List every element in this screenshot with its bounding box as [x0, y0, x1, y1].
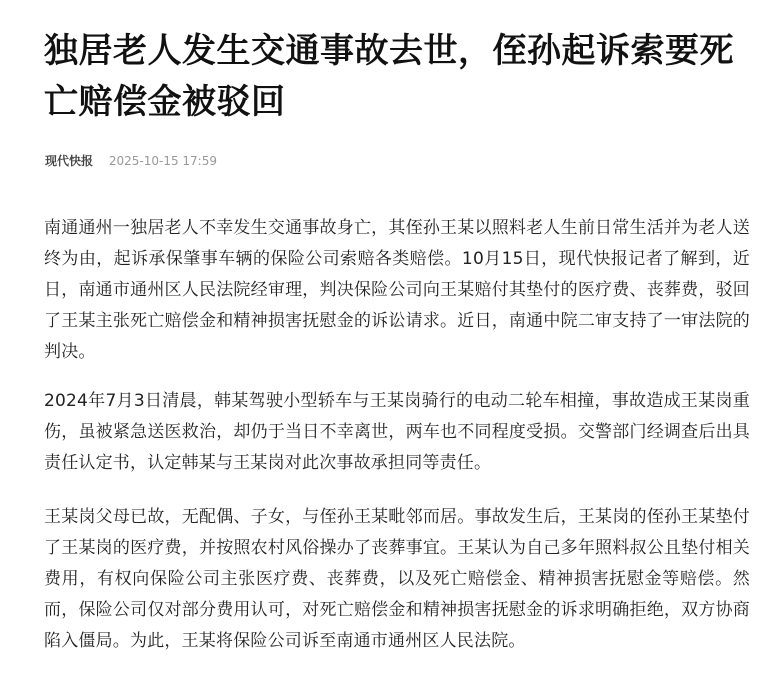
article-title: 独居老人发生交通事故去世，侄孙起诉索要死亡赔偿金被驳回: [44, 31, 734, 122]
article-paragraph-2: 2024年7月3日清晨，韩某驾驶小型轿车与王某岗骑行的电动二轮车相撞，事故造成王某岗重伤，虽被紧急送医救治，却仍于当日不幸离世，两车也不同程度受损。交警部门经调查后出具责任认定书，认定韩某与王某岗对此次事故承担同等责任。: [44, 391, 750, 473]
article-paragraph-1: 南通通州一独居老人不幸发生交通事故身亡，其侄孙王某以照料老人生前日常生活并为老人送终为由，起诉承保肇事车辆的保险公司索赔各类赔偿。10月15日，现代快报记者了解到，近日，南通市通州区人民法院经审理，判决保险公司向王某赔付其垫付的医疗费、丧葬费，驳回了王某主张死亡赔偿金和精神损害抚慰金的诉讼请求。近日，南通中院二审支持了一审法院的判决。: [44, 218, 750, 362]
article-paragraph-3: 王某岗父母已故，无配偶、子女，与侄孙王某毗邻而居。事故发生后，王某岗的侄孙王某垫付了王某岗的医疗费，并按照农村风俗操办了丧葬事宜。王某认为自己多年照料叔公且垫付相关费用，有权向保险公司主张医疗费、丧葬费，以及死亡赔偿金、精神损害抚慰金等赔偿。然而，保险公司仅对部分费用认可，对死亡赔偿金和精神损害抚慰金的诉求明确拒绝，双方协商陷入僵局。为此，王某将保险公司诉至南通市通州区人民法院。: [44, 507, 750, 651]
article-source[interactable]: 现代快报: [45, 154, 94, 168]
article-meta: [45, 152, 217, 170]
publish-time: 2025-10-15 17:59: [108, 154, 217, 168]
